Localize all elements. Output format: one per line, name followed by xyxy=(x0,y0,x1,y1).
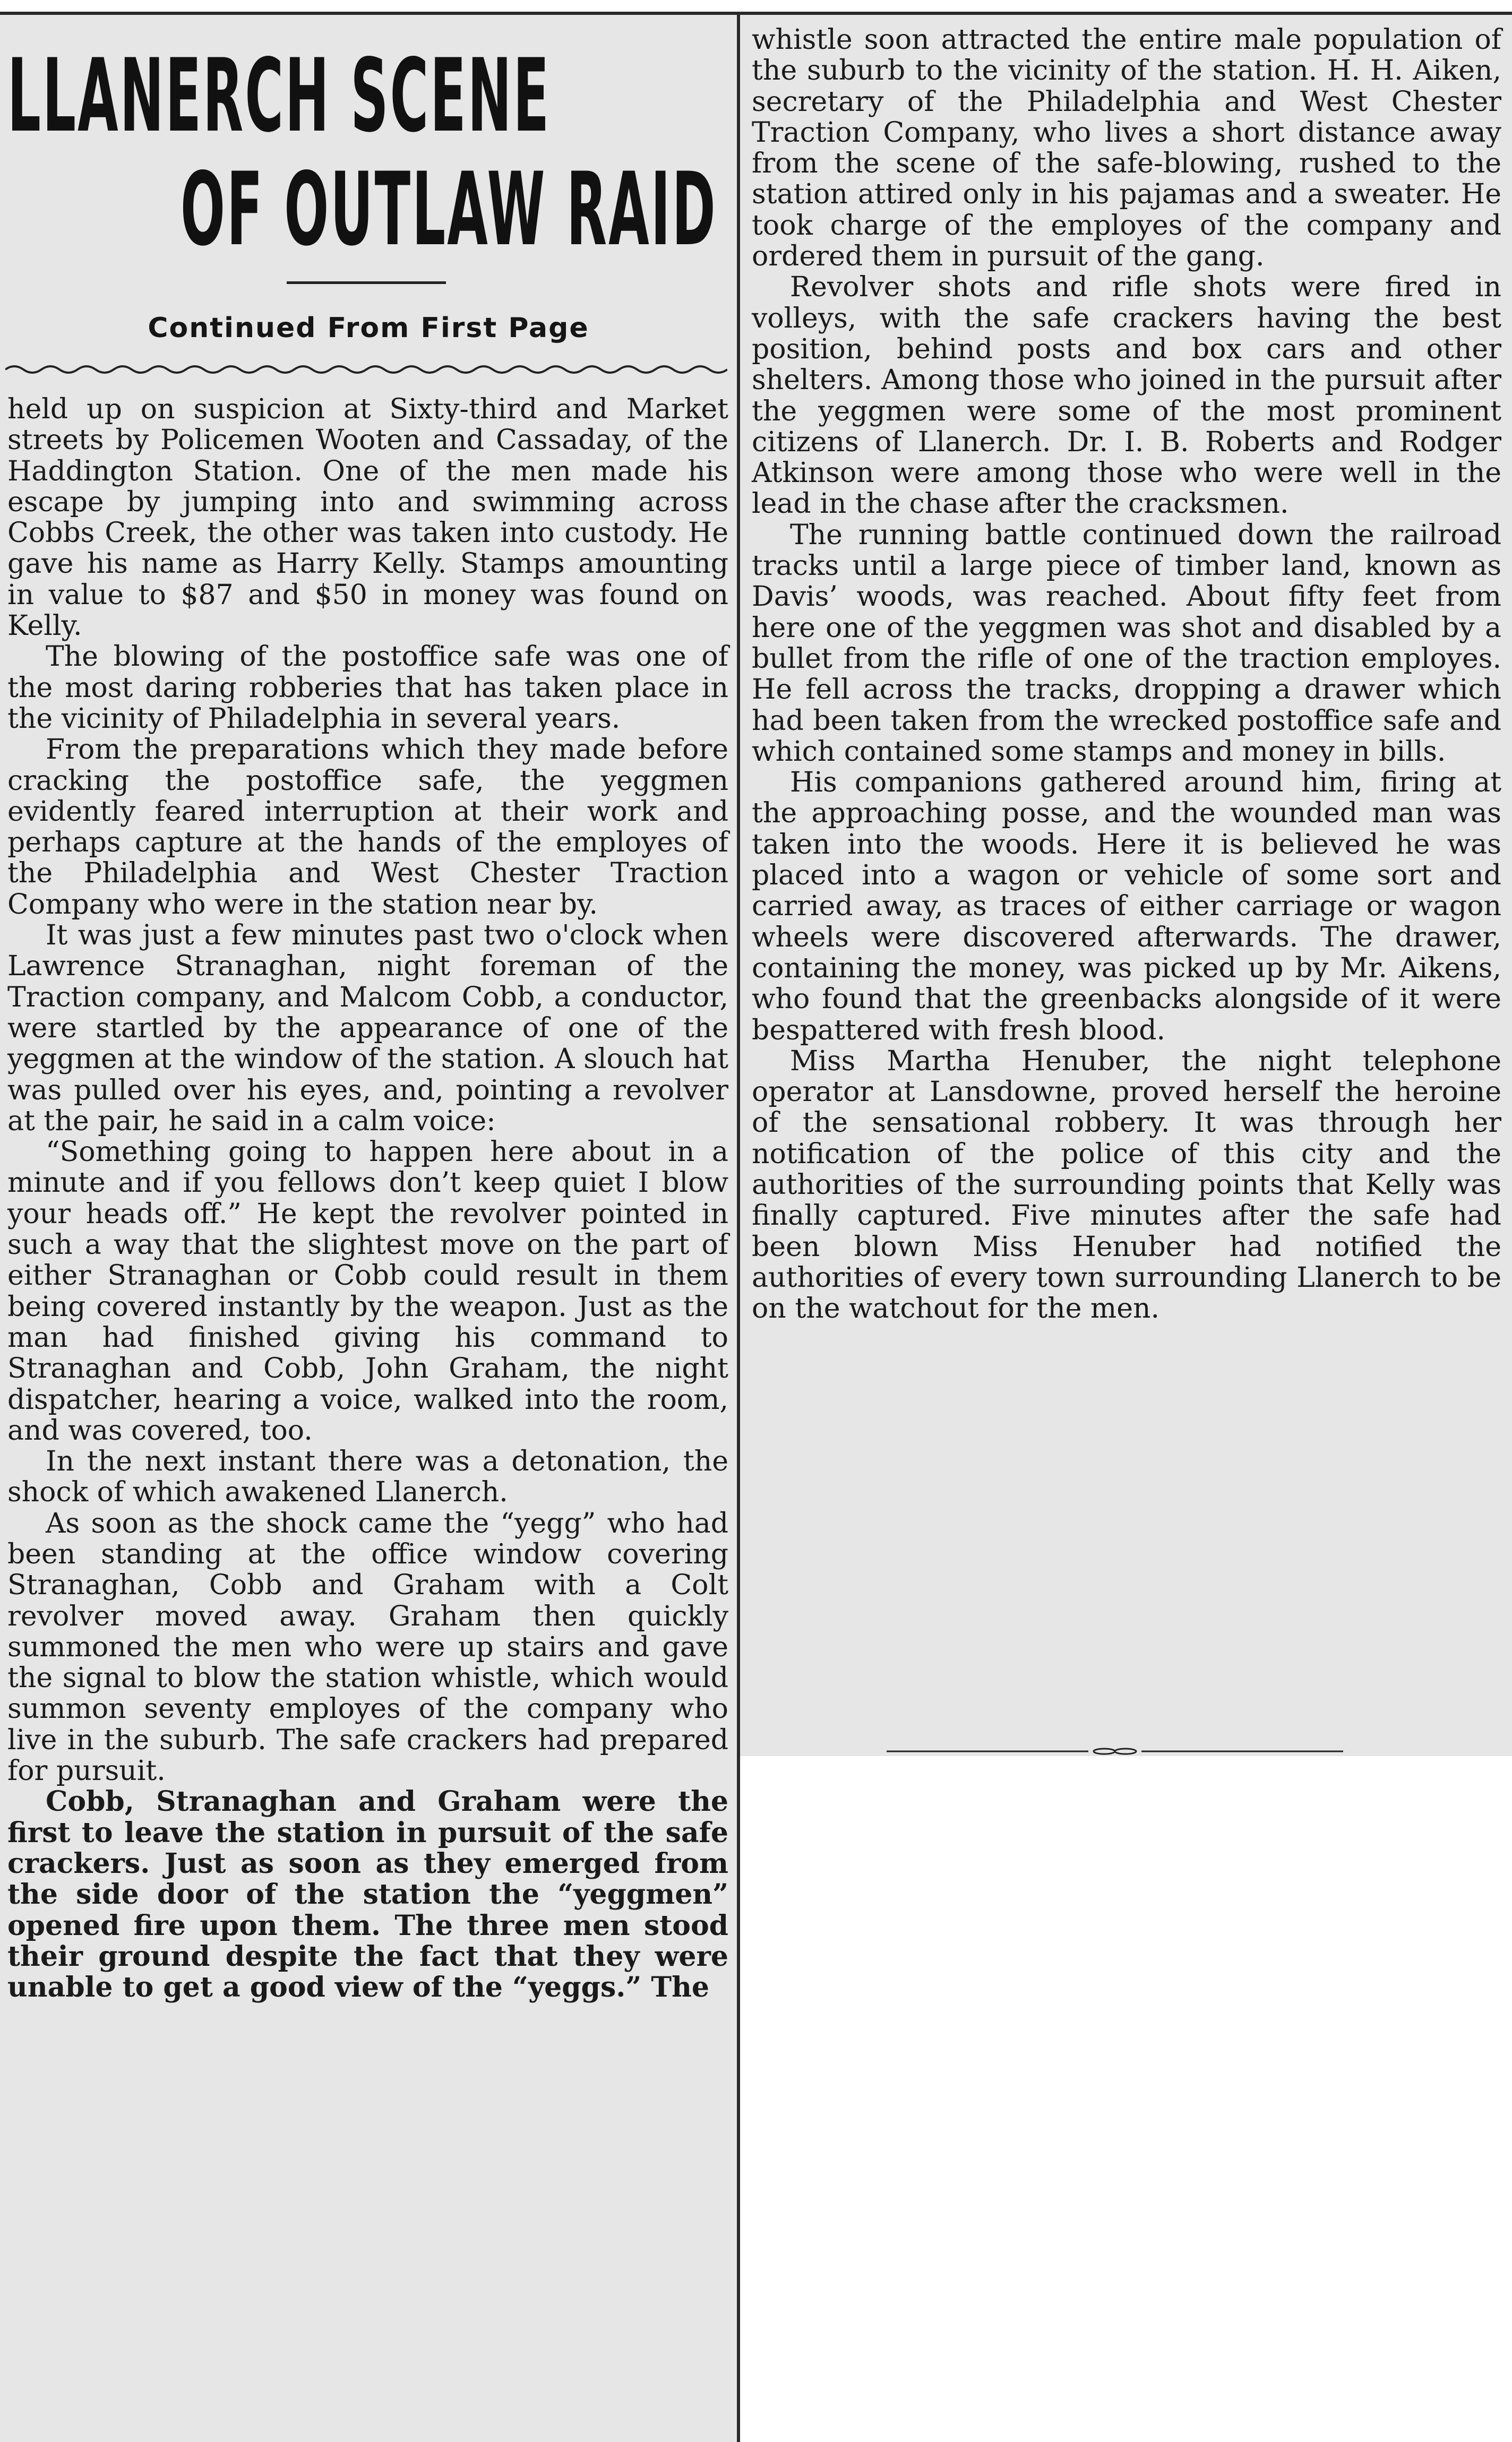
paragraph: “Something going to happen here about in a minute and if you fellows don’t keep quiet I blow your heads off.” He kept the revolver pointed in such a way that the slightest move on the part of either Stranaghan or Cobb could result in them being covered instantly by the weapon. Just as the man had finished giving his command to Stranaghan and Cobb, John Graham, the night dispatcher, hearing a voice, walked into the room, and was covered, too. xyxy=(7,1136,728,1447)
top-rule xyxy=(0,12,1512,15)
headline-line-1: LLANERCH SCENE xyxy=(7,37,551,154)
paragraph: Miss Martha Henuber, the night telephone operator at Lansdowne, proved herself the heroine of the sensational robbery. It was through her notification of the police of this city and the authorities of the surrounding points that Kelly was finally captured. Five minutes after the safe had been blown Miss Henuber had notified the authorities of every town surrounding Llanerch to be on the watchout for the men. xyxy=(752,1045,1501,1325)
paragraph: It was just a few minutes past two o'clock when Lawrence Stranaghan, night foreman of the Traction company, and Malcom Cobb, a conductor, were startled by the appearance of one of the yeggmen at the window of the station. A slouch hat was pulled over his eyes, and, pointing a revolver at the pair, he said in a calm voice: xyxy=(7,919,728,1137)
paragraph: The blowing of the postoffice safe was one of the most daring robberies that has taken place in the vicinity of Philadelphia in several years. xyxy=(7,641,728,735)
end-of-article-ornament xyxy=(887,1748,1343,1755)
left-column-text xyxy=(7,394,728,2003)
wavy-divider xyxy=(5,359,727,380)
headline-line-2: OF OUTLAW RAID xyxy=(181,151,717,268)
paragraph: As soon as the shock came the “yegg” who had been standing at the office window covering Stranaghan, Cobb and Graham with a Colt revolver moved away. Graham then quickly summoned the men who were up stairs and gave the signal to blow the station whistle, which would summon seventy employes of the company who live in the suburb. The safe crackers had prepared for pursuit. xyxy=(7,1507,728,1787)
paragraph: whistle soon attracted the entire male population of the suburb to the vicinity of the station. H. H. Aiken, secretary of the Philadelphia and West Chester Traction Company, who lives a short distance away from the scene of the safe-blowing, rushed to the station attired only in his pajamas and a sweater. He took charge of the employes of the company and ordered them in pursuit of the gang. xyxy=(752,24,1501,273)
right-column-text xyxy=(752,24,1501,1324)
continued-subhead: Continued From First Page xyxy=(148,312,589,344)
paragraph: held up on suspicion at Sixty-third and Market streets by Policemen Wooten and Cassaday, of the Haddington Station. One of the men made his escape by jumping into and swimming across Cobbs Creek, the other was taken into custody. He gave his name as Harry Kelly. Stamps amounting in value to $87 and $50 in money was found on Kelly. xyxy=(7,393,728,642)
paragraph: The running battle continued down the railroad tracks until a large piece of timber land, known as Davis’ woods, was reached. About fifty feet from here one of the yeggmen was shot and disabled by a bullet from the rifle of one of the traction employes. He fell across the tracks, dropping a drawer which had been taken from the wrecked postoffice safe and which contained some stamps and money in bills. xyxy=(752,519,1501,768)
paragraph: In the next instant there was a detonation, the shock of which awakened Llanerch. xyxy=(7,1446,728,1509)
paragraph: Cobb, Stranaghan and Graham were the first to leave the station in pursuit of the safe crackers. Just as soon as they emerged from the side door of the station the “yeggmen” opened fire upon them. The three men stood their ground despite the fact that they were unable to get a good view of the “yeggs.” The xyxy=(7,1785,728,2004)
headline-divider xyxy=(287,281,446,284)
paragraph: His companions gathered around him, firing at the approaching posse, and the wounded man was taken into the woods. Here it is believed he was placed into a wagon or vehicle of some sort and carried away, as traces of either carriage or wagon wheels were discovered afterwards. The drawer, containing the money, was picked up by Mr. Aikens, who found that the greenbacks alongside of it were bespattered with fresh blood. xyxy=(752,767,1501,1046)
paragraph: From the preparations which they made before cracking the postoffice safe, the yeggmen evidently feared interruption at their work and perhaps capture at the hands of the employes of the Philadelphia and West Chester Traction Company who were in the station near by. xyxy=(7,734,728,921)
paragraph: Revolver shots and rifle shots were fired in volleys, with the safe crackers having the best position, behind posts and box cars and other shelters. Among those who joined in the pursuit after the yeggmen were some of the most prominent citizens of Llanerch. Dr. I. B. Roberts and Rodger Atkinson were among those who were well in the lead in the chase after the cracksmen. xyxy=(752,271,1501,520)
column-divider xyxy=(737,12,740,2442)
